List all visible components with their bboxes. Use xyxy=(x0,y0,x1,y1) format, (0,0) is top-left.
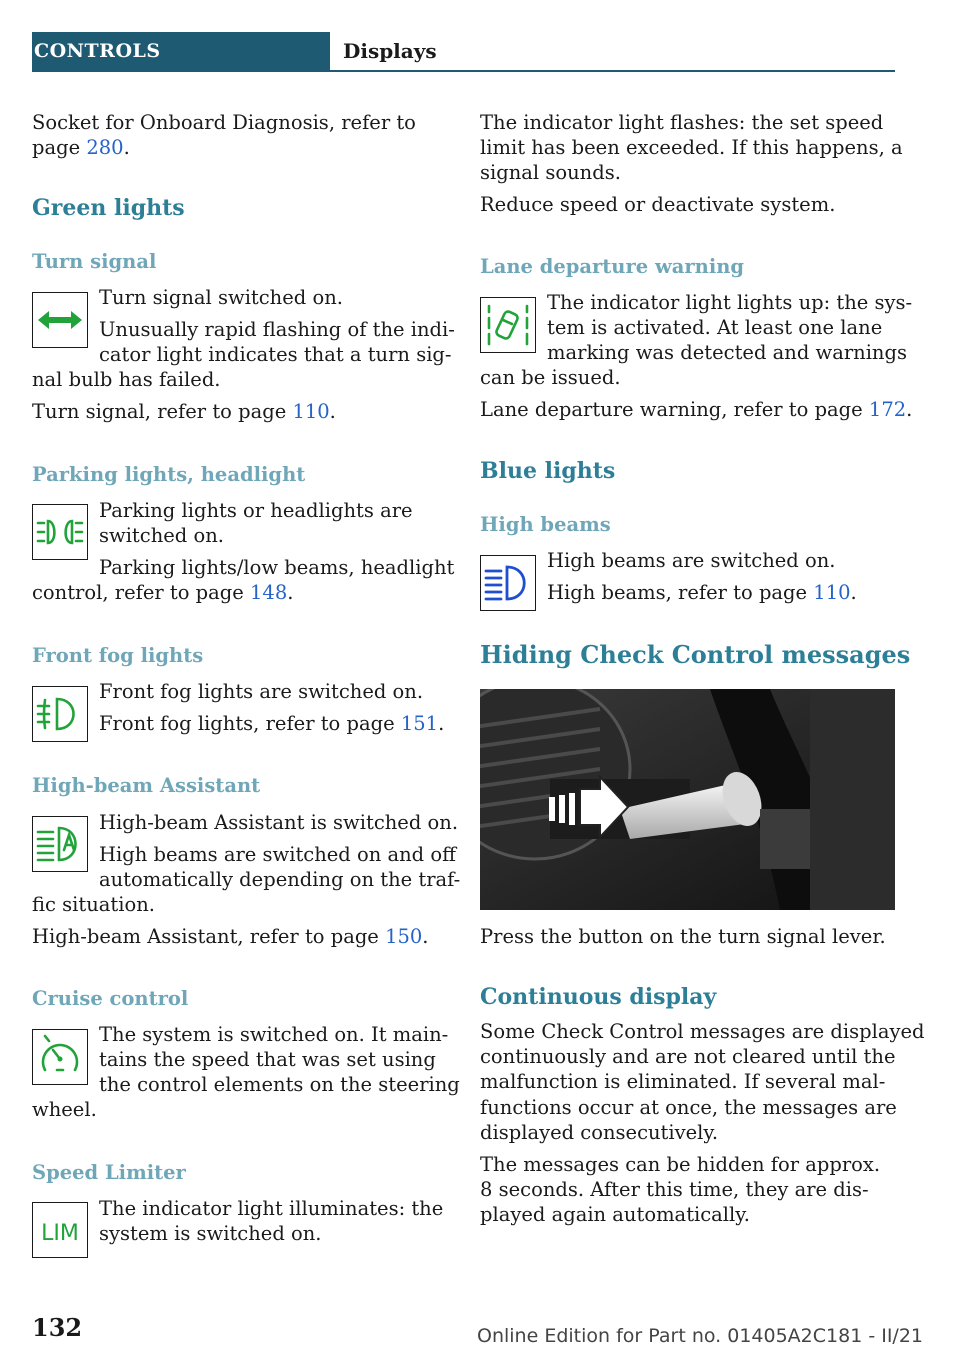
cruise-text-3: the control elements on the steering xyxy=(99,1073,460,1096)
msg-text-1: The messages can be hidden for approx. xyxy=(480,1153,881,1176)
parking-lights-icon xyxy=(33,505,87,559)
edition-footer: Online Edition for Part no. 01405A2C181 - II/21 xyxy=(477,1325,924,1347)
continuous-heading: Continuous display xyxy=(480,984,717,1010)
hba-text-2: High beams are switched on and off xyxy=(99,843,456,866)
hba-text-4: fic situation. xyxy=(32,893,155,916)
front-fog-indicator xyxy=(32,686,88,742)
fog-ref: Front fog lights, refer to page 151. xyxy=(99,712,445,735)
flash-text-3: signal sounds. xyxy=(480,161,621,184)
limiter-text-1: The indicator light illuminates: the xyxy=(99,1197,444,1220)
lane-text-3: marking was detected and warnings xyxy=(547,341,907,364)
hba-heading: High-beam Assistant xyxy=(32,774,261,797)
cont-text-4: functions occur at once, the messages are xyxy=(480,1096,897,1119)
speed-limiter-indicator xyxy=(32,1202,88,1258)
turn-signal-indicator xyxy=(32,292,88,348)
turn-text-3: cator light indicates that a turn sig- xyxy=(99,343,452,366)
lane-text-1: The indicator light lights up: the sys- xyxy=(547,291,913,314)
high-beams-ref: High beams, refer to page 110. xyxy=(547,581,857,604)
header-rule xyxy=(32,70,895,72)
high-beams-heading: High beams xyxy=(480,513,611,536)
high-beams-ref-text: High beams, refer to page xyxy=(547,581,814,604)
turn-text-4: nal bulb has failed. xyxy=(32,368,221,391)
fog-page-link[interactable]: 151 xyxy=(400,712,439,735)
parking-text-3: Parking lights/low beams, headlight xyxy=(99,556,455,579)
turn-signal-lever-photo xyxy=(480,689,895,910)
turn-ref: Turn signal, refer to page 110. xyxy=(32,400,336,423)
turn-ref-text: Turn signal, refer to page xyxy=(32,400,293,423)
high-beam-assistant-indicator xyxy=(32,816,88,872)
turn-signal-lever-illustration xyxy=(480,689,895,910)
lane-ref-text: Lane departure warning, refer to page xyxy=(480,398,869,421)
cont-text-1: Some Check Control messages are displayed xyxy=(480,1020,925,1043)
hba-text-1: High-beam Assistant is switched on. xyxy=(99,811,459,834)
parking-text-1: Parking lights or headlights are xyxy=(99,499,413,522)
parking-heading: Parking lights, headlight xyxy=(32,463,306,486)
high-beams-page-link[interactable]: 110 xyxy=(813,581,851,604)
section-tab xyxy=(32,32,330,70)
blue-lights-heading: Blue lights xyxy=(480,458,616,484)
parking-lights-indicator xyxy=(32,504,88,560)
reduce-text: Reduce speed or deactivate system. xyxy=(480,193,836,216)
fog-text-1: Front fog lights are switched on. xyxy=(99,680,424,703)
cruise-control-indicator xyxy=(32,1029,88,1085)
limiter-text-2: system is switched on. xyxy=(99,1222,322,1245)
press-text: Press the button on the turn signal lever. xyxy=(480,925,886,948)
lane-heading: Lane departure warning xyxy=(480,255,745,278)
hba-ref: High-beam Assistant, refer to page 150. xyxy=(32,925,429,948)
msg-text-3: played again automatically. xyxy=(480,1203,750,1226)
high-beam-assistant-icon xyxy=(33,817,87,871)
cruise-heading: Cruise control xyxy=(32,987,189,1010)
obd-ref-text: page xyxy=(32,136,87,159)
lane-page-link[interactable]: 172 xyxy=(868,398,907,421)
cruise-text-1: The system is switched on. It main- xyxy=(99,1023,449,1046)
parking-text-4: control, refer to page 148. xyxy=(32,581,294,604)
lane-text-2: tem is activated. At least one lane xyxy=(547,316,883,339)
lane-ref: Lane departure warning, refer to page 172. xyxy=(480,398,913,421)
flash-text-1: The indicator light flashes: the set speed xyxy=(480,111,884,134)
fog-heading: Front fog lights xyxy=(32,644,204,667)
cont-text-5: displayed consecutively. xyxy=(480,1121,719,1144)
obd-text-2: page 280. xyxy=(32,136,130,159)
page-header xyxy=(32,32,895,70)
cont-text-2: continuously and are not cleared until the xyxy=(480,1045,896,1068)
turn-signal-heading: Turn signal xyxy=(32,250,157,273)
parking-page-link[interactable]: 148 xyxy=(250,581,288,604)
green-lights-heading: Green lights xyxy=(32,195,185,221)
lane-departure-indicator xyxy=(480,297,536,353)
turn-text-1: Turn signal switched on. xyxy=(99,286,343,309)
page-title: Displays xyxy=(343,39,437,63)
limiter-heading: Speed Limiter xyxy=(32,1161,186,1184)
turn-text-2: Unusually rapid flashing of the indi- xyxy=(99,318,455,341)
flash-text-2: limit has been exceeded. If this happens, a xyxy=(480,136,903,159)
obd-page-link[interactable]: 280 xyxy=(86,136,124,159)
cruise-text-4: wheel. xyxy=(32,1098,97,1121)
obd-text-1: Socket for Onboard Diagnosis, refer to xyxy=(32,111,416,134)
msg-text-2: 8 seconds. After this time, they are dis- xyxy=(480,1178,869,1201)
hba-ref-text: High-beam Assistant, refer to page xyxy=(32,925,386,948)
cruise-text-2: tains the speed that was set using xyxy=(99,1048,436,1071)
high-beams-indicator xyxy=(480,555,536,611)
parking-ref-text: control, refer to page xyxy=(32,581,250,604)
front-fog-icon xyxy=(33,687,87,741)
turn-signal-arrows-icon xyxy=(33,293,87,347)
hba-page-link[interactable]: 150 xyxy=(385,925,423,948)
hiding-heading: Hiding Check Control messages xyxy=(480,640,911,669)
lane-departure-icon xyxy=(481,298,535,352)
hba-text-3: automatically depending on the traf- xyxy=(99,868,461,891)
speed-limiter-icon xyxy=(33,1203,87,1257)
fog-ref-text: Front fog lights, refer to page xyxy=(99,712,401,735)
high-beams-icon xyxy=(481,556,535,610)
cruise-control-icon xyxy=(33,1030,87,1084)
lane-text-4: can be issued. xyxy=(480,366,621,389)
limiter-icon-text: LIM xyxy=(41,1221,79,1246)
parking-text-2: switched on. xyxy=(99,524,224,547)
high-beams-text-1: High beams are switched on. xyxy=(547,549,836,572)
page-number: 132 xyxy=(32,1313,83,1342)
cont-text-3: malfunction is eliminated. If several mal- xyxy=(480,1070,886,1093)
turn-page-link[interactable]: 110 xyxy=(292,400,330,423)
section-label: CONTROLS xyxy=(34,40,161,62)
